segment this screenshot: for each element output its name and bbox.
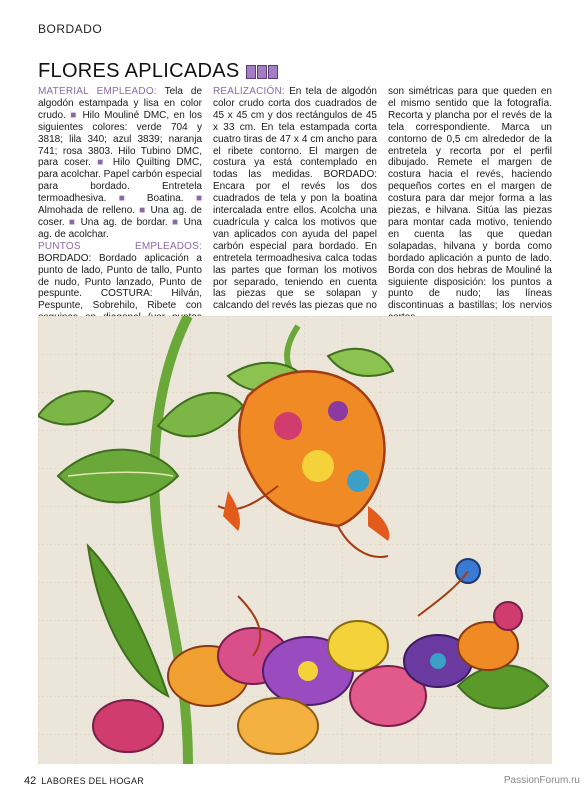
embroidery-photo: [38, 316, 552, 764]
column-3-text: son simétricas para que queden en el mismo sentido que la fotografía. Recorta y plancha por el revés de la tela correspondiente. Marca un contorno de 0,5 cm alrededor de la entretela y recorta por el perfil dibujado. Remete el margen de costura hacia el revés, haciendo pequeños cortes en el margen de costura para dar mejor forma a las piezas, e hilvana. Sitúa las piezas para montar cada motivo, teniendo en cuenta las que quedan solapadas, hilvana y borda como bordado aplicación a punto de lado. Borda con dos hebras de Mouliné la siguiente disposición: los puntos a punto de nudo; las líneas discontinuas a bastillas; los nervios: [388, 86, 552, 312]
flower-bud: [494, 602, 522, 630]
article-title: FLORES APLICADAS: [38, 60, 240, 82]
material-item: Hilo Quilting DMC, para acolchar. Papel carbón especial para bordado. Entretela termoadhesiva.: [38, 157, 202, 205]
bullet-icon: ■: [195, 193, 202, 205]
section-label: BORDADO: [38, 22, 103, 36]
embroidery-illustration: [38, 316, 552, 764]
magazine-name: LABORES DEL HOGAR: [41, 776, 145, 786]
realizacion-text: En tela de algodón color crudo corta dos cuadrados de 45 x 45 cm y dos rectángulos de 45 x 33 cm. En tela estampada corta cuatro tiras de 47 x 4 cm ancho para el ribete contorno. El margen de costura ya está contemplado en todas las medidas. BORDADO: Encara por el revés los dos cuadrados de tela y pon la boatina intercalada entre ellos. Acolcha una cuadrícula y calca los motivos que van aplicados con ayuda del papel carbón especial para bordado. En entretela termoadhesiva calca todas las partes que forman los motivos por separado, teniendo en cuenta las piezas que se solapan y calcando del revés las piezas que no: [213, 86, 377, 312]
material-text: Tela de algodón estampada y lisa en color crudo.: [38, 86, 203, 121]
flower-petal: [93, 700, 163, 752]
material-item: Hilo Mouliné DMC, en los siguientes colores: verde 704 y 3818; lila 340; azul 3839; naranja 741; rosa 3803. Hilo Tubino DMC, para coser.: [38, 109, 202, 169]
bullet-icon: ■: [171, 216, 184, 228]
puntos-label: PUNTOS EMPLEADOS:: [38, 240, 202, 252]
flower-print: [274, 412, 302, 440]
bullet-icon: ■: [118, 193, 147, 205]
flower-print: [328, 401, 348, 421]
bullet-icon: ■: [68, 216, 81, 228]
material-item: Una ag. de acolchar.: [38, 216, 202, 240]
material-item: Boatina.: [146, 193, 196, 205]
material-label: MATERIAL EMPLEADO:: [38, 86, 157, 97]
article-columns: [38, 86, 552, 336]
bullet-icon: ■: [139, 205, 151, 217]
column-3: [388, 86, 552, 336]
flower-petal: [238, 698, 318, 754]
material-item: Una ag. de bordar.: [80, 216, 172, 228]
watermark: PassionForum.ru: [503, 775, 580, 786]
flower-print: [302, 450, 334, 482]
flower-center: [430, 653, 446, 669]
title-decoration-icon: [246, 65, 278, 79]
bullet-icon: ■: [97, 157, 113, 169]
column-2: [213, 86, 377, 336]
page-number: 42: [24, 775, 37, 787]
flower-center: [298, 661, 318, 681]
puntos-text: BORDADO: Bordado aplicación a punto de lado, Punto de tallo, Punto de nudo, Punto lanzado, Punto de pespunte. COSTURA: Hilván, Pespunte, Sobrehilo, Ribete con: [38, 252, 202, 312]
material-item: Una ag. de coser.: [38, 205, 202, 228]
page-footer: [24, 775, 144, 787]
flower-print: [347, 470, 369, 492]
realizacion-label: REALIZACIÓN:: [213, 86, 285, 97]
material-item: Almohada de relleno.: [38, 205, 140, 217]
column-1: [38, 86, 202, 336]
bullet-icon: ■: [70, 109, 83, 121]
title-row: [38, 60, 278, 83]
flower-petal: [328, 621, 388, 671]
